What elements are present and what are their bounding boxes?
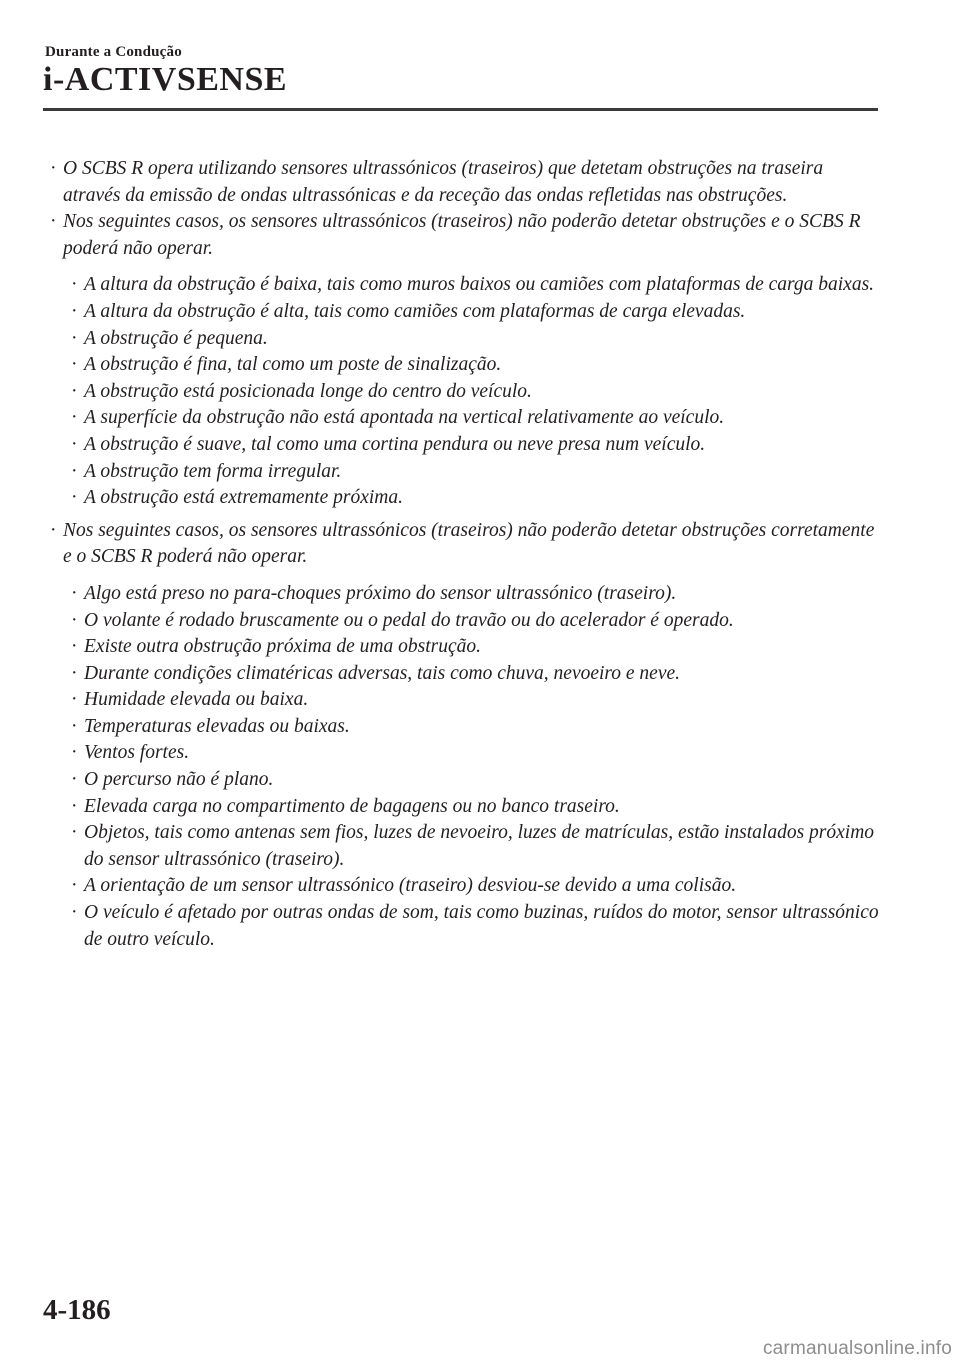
list-item-text: Elevada carga no compartimento de bagagens ou no banco traseiro. [84,795,620,817]
bullet-dot-icon: · [50,158,57,179]
intro-text: O SCBS R opera utilizando sensores ultrassónicos (traseiros) que detetam obstruções na traseira através da emissão de ondas ultrassónicas e da receção das ondas refletidas nas obstruções. [63,158,824,206]
list-item [48,459,883,486]
bullet-dot-icon: · [50,519,57,541]
bullet-dot-icon: · [71,300,78,322]
page-number: 4-186 [43,1294,111,1326]
case-2-condition-list [48,581,883,953]
list-item-text: Objetos, tais como antenas sem fios, luzes de nevoeiro, luzes de matrículas, estão instalados próximo do sensor ultrassónico (traseiro). [84,822,875,870]
bullet-dot-icon: · [71,487,78,509]
bullet-dot-icon: · [71,582,78,604]
list-item [48,608,883,635]
list-item [48,485,883,512]
bullet-case-2 [48,518,883,571]
main-bullet-list [48,156,883,262]
list-item-text: A obstrução tem forma irregular. [84,460,342,482]
bullet-dot-icon: · [71,715,78,737]
list-item-text: Humidade elevada ou baixa. [84,689,309,711]
list-item [48,714,883,741]
bullet-dot-icon: · [71,875,78,897]
list-item [48,272,883,299]
list-item-text: A obstrução é fina, tal como um poste de sinalização. [84,354,502,376]
bullet-dot-icon: · [50,211,57,233]
bullet-dot-icon: · [71,274,78,296]
list-item-text: A superfície da obstrução não está apontada na vertical relativamente ao veículo. [84,407,725,429]
list-item-text: A obstrução é suave, tal como uma cortina pendura ou neve presa num veículo. [84,433,706,455]
chapter-title: i-ACTIVSENSE [43,61,288,98]
bullet-dot-icon: · [71,769,78,791]
list-item-text: A obstrução é pequena. [84,327,268,349]
case-1-condition-list [48,272,883,511]
bullet-dot-icon: · [71,689,78,711]
list-item-text: O veículo é afetado por outras ondas de som, tais como buzinas, ruídos do motor, sensor ultrassónico de outro veículo. [84,902,879,950]
bullet-dot-icon: · [71,822,78,844]
bullet-dot-icon: · [71,407,78,429]
list-item [48,432,883,459]
list-item-text: Algo está preso no para-choques próximo do sensor ultrassónico (traseiro). [84,582,677,604]
list-item [48,740,883,767]
list-item-text: A orientação de um sensor ultrassónico (traseiro) desviou-se devido a uma colisão. [84,875,737,897]
list-item-text: Existe outra obstrução próxima de uma obstrução. [84,636,482,658]
bullet-dot-icon: · [71,433,78,455]
list-item [48,352,883,379]
list-item-text: O percurso não é plano. [84,769,274,791]
list-item [48,820,883,873]
list-item-text: A altura da obstrução é baixa, tais como muros baixos ou camiões com plataformas de carga baixas. [84,274,875,296]
list-item-text: A obstrução está posicionada longe do centro do veículo. [84,380,532,402]
list-item-text: Ventos fortes. [84,742,190,764]
manual-body [48,156,883,959]
bullet-dot-icon: · [71,902,78,924]
title-divider [43,108,878,111]
list-item-text: A obstrução está extremamente próxima. [84,487,403,509]
bullet-dot-icon: · [71,742,78,764]
bullet-intro [48,156,883,209]
list-item [48,379,883,406]
list-item [48,299,883,326]
list-item [48,634,883,661]
list-item [48,900,883,953]
list-item [48,767,883,794]
list-item-text: A altura da obstrução é alta, tais como camiões com plataformas de carga elevadas. [84,300,746,322]
list-item [48,405,883,432]
list-item [48,687,883,714]
case-2-text: Nos seguintes casos, os sensores ultrassónicos (traseiros) não poderão detetar obstruções corretamente e o SCBS R poderá não operar. [63,519,875,568]
list-item-text: Durante condições climatéricas adversas, tais como chuva, nevoeiro e neve. [84,662,681,684]
bullet-dot-icon: · [71,795,78,817]
section-label: Durante a Condução [45,44,182,60]
list-item [48,794,883,821]
list-item [48,326,883,353]
bullet-dot-icon: · [71,354,78,376]
bullet-dot-icon: · [71,327,78,349]
bullet-dot-icon: · [71,609,78,631]
bullet-case-1 [48,209,883,262]
list-item-text: O volante é rodado bruscamente ou o pedal do travão ou do acelerador é operado. [84,609,734,631]
bullet-dot-icon: · [71,460,78,482]
bullet-dot-icon: · [71,662,78,684]
case-1-text: Nos seguintes casos, os sensores ultrassónicos (traseiros) não poderão detetar obstruções e o SCBS R poderá não operar. [63,211,861,259]
list-item-text: Temperaturas elevadas ou baixas. [84,715,350,737]
list-item [48,873,883,900]
bullet-dot-icon: · [71,380,78,402]
bullet-dot-icon: · [71,636,78,658]
main-bullet-list-continued [48,518,883,571]
list-item [48,581,883,608]
watermark-link[interactable]: carmanualsonline.info [762,1338,952,1359]
list-item [48,661,883,688]
